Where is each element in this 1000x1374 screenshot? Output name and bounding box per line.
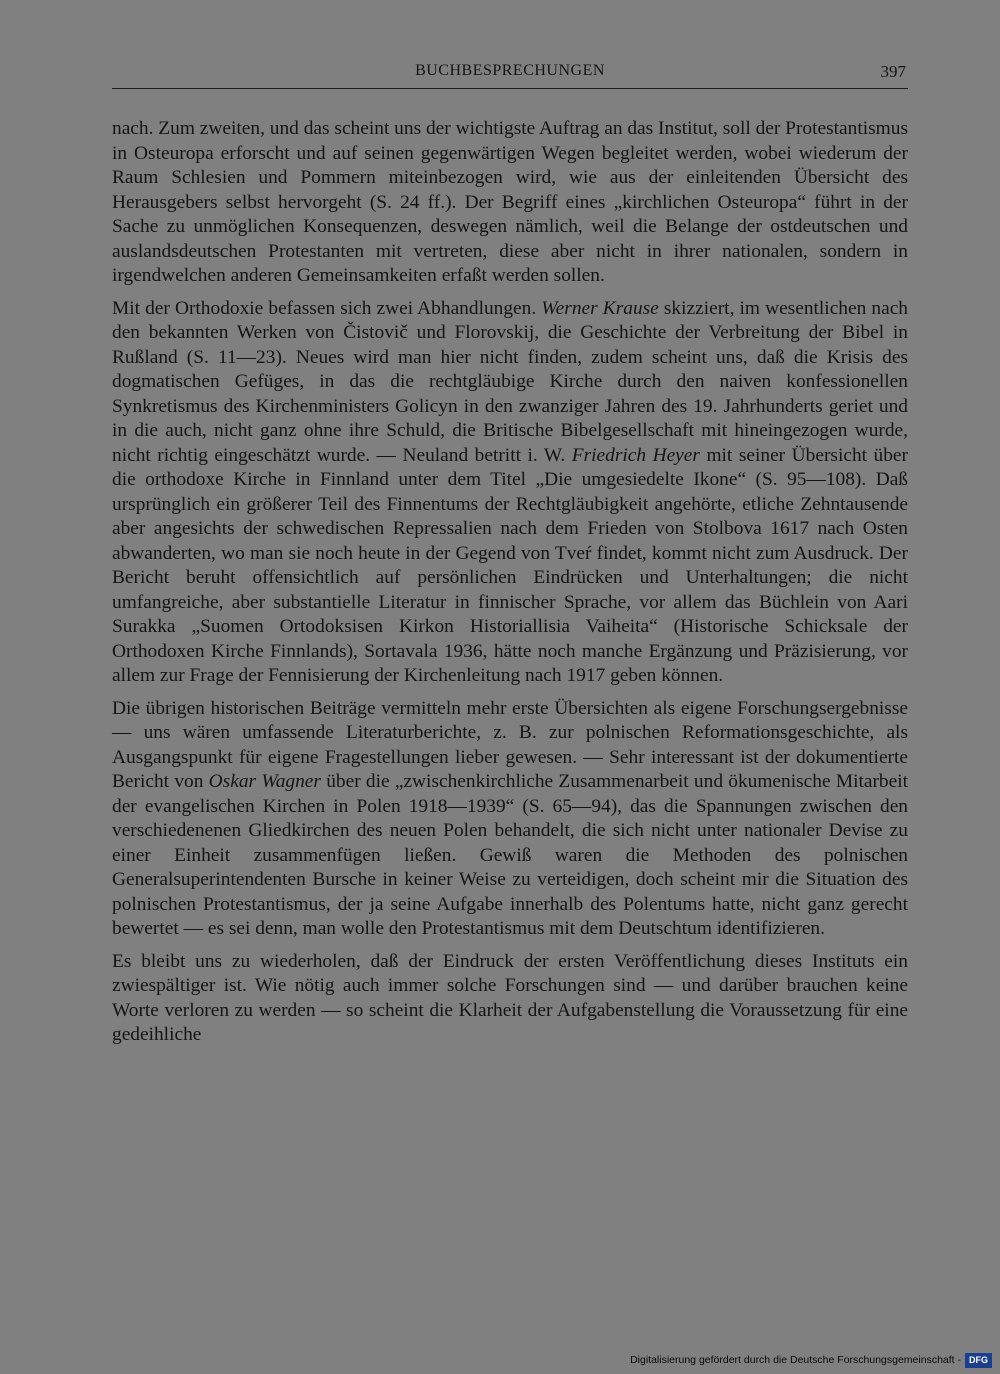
paragraph-text: über die „zwischenkirchliche Zusammenarbeit und ökumenische Mitarbeit der evangelischen Kirchen in Polen 1918—1939“ (S. 65—94), das die Spannungen zwischen den verschiedenenen Gliedkirchen des neuen Polen behandelt, die sich nicht unter nationaler Devise zu einer Einheit zusammenfügen ließen. Gewiß waren die Methoden des polnischen Generalsuperintendenten Bursche in keiner Weise zu verteidigen, doch scheint mir die Situation des polnischen Protestantismus, der ja seine Aufgabe innerhalb des Polentums hatte, nicht ganz gerecht bewertet — es sei denn, man wolle den Protestantismus mit dem Deutschtum identifizieren. <box>112 771 908 939</box>
paragraph-text: Die übrigen historischen Beiträge vermitteln mehr erste Übersichten als eigene Forschungsergebnisse — uns wären umfassende Literaturberichte, z. B. zur polnischen Reformationsgeschichte, als Ausgangspunkt für eigene Fragestellungen lieber gewesen. — Sehr interessant ist der dokumentierte Bericht von <box>112 697 908 792</box>
author-name: Werner Krause <box>541 297 659 319</box>
footer-credit-text: Digitalisierung gefördert durch die Deutsche Forschungsgemeinschaft - <box>630 1354 961 1366</box>
author-name: Oskar Wagner <box>208 771 321 792</box>
running-header-title: BUCHBESPRECHUNGEN <box>415 62 605 79</box>
header-rule <box>112 88 908 89</box>
paragraph-text: nach. Zum zweiten, und das scheint uns der wichtigste Auftrag an das Institut, soll der Protestantismus in Osteuropa erforscht und auf seinen gegenwärtigen Wegen begleitet werden, wobei wiederum der Raum Schlesien und Pommern miteinbezogen wird, wie aus der einleitenden Übersicht des Herausgebers selbst hervorgeht (S. 24 ff.). Der Begriff eines „kirchlichen Osteuropa“ führt in der Sache zu unmöglichen Konsequenzen, deswegen nämlich, weil die Belange der ostdeutschen und auslandsdeutschen Protestanten mit vertreten, diese aber nicht in ihrer nationalen, sondern in irgendwelchen anderen Gemeinsamkeiten erfaßt werden sollen. <box>112 118 908 286</box>
page-number: 397 <box>880 62 906 81</box>
author-name: Friedrich Heyer <box>571 444 700 466</box>
paragraph <box>112 117 908 289</box>
paragraph <box>112 297 908 689</box>
paragraph-text: mit seiner Übersicht über die orthodoxe Kirche in Finnland unter dem Titel „Die umgesiedelte Ikone“ (S. 95—108). Daß ursprünglich ein größerer Teil des Finnentums der Rechtgläubigkeit angehörte, etliche Zehntausende aber angesichts der schwedischen Repressalien nach dem Frieden von Stolbova 1617 nach Osten abwanderten, wo man sie noch heute in der Gegend von Tveŕ findet, kommt nicht zum Ausdruck. Der Bericht beruht offensichtlich auf persönlichen Eindrücken und Unterhaltungen; die nicht umfangreiche, aber substantielle Literatur in finnischer Sprache, vor allem das Büchlein von Aari Surakka „Suomen Ortodoksisen Kirkon Historiallisia Vaiheita“ (Historische Schicksale der Orthodoxen Kirche Finnlands), Sortavala 1936, hätte noch manche Ergänzung und Präzisierung, vor allem zur Frage der Fennisierung der Kirchenleitung nach 1917 geben können. <box>112 444 908 686</box>
paragraph-text: Mit der Orthodoxie befassen sich zwei Abhandlungen. <box>112 297 542 319</box>
paragraph-text: skizziert, im wesentlichen nach den bekannten Werken von Čistovič und Florovskij, die Geschichte der Verbreitung der Bibel in Rußland (S. 11—23). Neues wird man hier nicht finden, zudem scheint uns, daß die Krisis des dogmatischen Gefüges, in das die rechtgläubige Kirche durch den naiven konfessionellen Synkretismus des Kirchenministers Golicyn in den zwanziger Jahren des 19. Jahrhunderts geriet und in die auch, nicht ganz ohne ihre Schuld, die Britische Bibelgesellschaft mit hineingezogen wurde, nicht richtig eingeschätzt wurde. — Neuland betritt i. W. <box>112 297 908 466</box>
paragraph <box>112 697 908 942</box>
running-header <box>112 62 908 86</box>
body-text <box>112 117 908 1056</box>
paragraph-text: Es bleibt uns zu wiederholen, daß der Eindruck der ersten Veröffentlichung dieses Instituts ein zwiespältiger ist. Wie nötig auch immer solche Forschungen sind — und darüber brauchen keine Worte verloren zu werden — so scheint die Klarheit der Aufgabenstellung die Voraussetzung für eine gedeihliche <box>112 950 908 1045</box>
digitization-footer <box>630 1352 992 1368</box>
dfg-logo-icon: DFG <box>965 1353 992 1368</box>
paragraph <box>112 950 908 1048</box>
